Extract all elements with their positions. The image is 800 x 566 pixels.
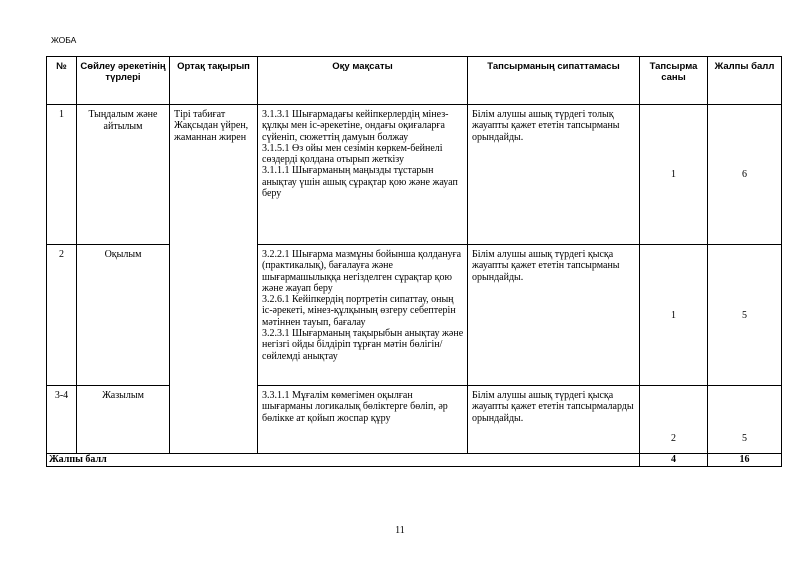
row-number: 1 <box>47 105 77 245</box>
learning-goal: 3.1.3.1 Шығармадағы кейіпкерлердің мінез-құлқы мен іс-әрекетіне, ондағы оқиғаларға сүйеніп, сюжеттің дамуын болжау <box>262 109 449 143</box>
learning-goal: 3.1.5.1 Өз ойы мен сезімін көркем-бейнелі сөздерді қолдана отырып жеткізу <box>262 142 443 166</box>
total-row-label: Жалпы балл <box>47 454 640 467</box>
learning-goals <box>258 386 468 454</box>
header-row <box>47 57 782 105</box>
task-count: 2 <box>640 386 708 454</box>
table-row <box>47 386 782 454</box>
total-score: 5 <box>708 386 782 454</box>
common-topic: Тірі табиғат Жақсыдан үйрен, жаманнан жирен <box>170 105 258 245</box>
total-row <box>47 454 782 467</box>
total-score: 6 <box>708 105 782 245</box>
learning-goal: 3.2.3.1 Шығарманың тақырыбын анықтау және негізгі ойды білдіріп тұрған мәтін бөлігін/сөйлемді анықтау <box>262 328 464 362</box>
task-description: Білім алушы ашық түрдегі қысқа жауапты қажет ететін тапсырмаларды орындайды. <box>468 386 640 454</box>
table-row <box>47 105 782 245</box>
col-number-header: № <box>47 57 77 105</box>
learning-goals <box>258 105 468 245</box>
col-learning-goal-header: Оқу мақсаты <box>258 57 468 105</box>
task-description: Білім алушы ашық түрдегі толық жауапты қажет ететін тапсырманы орындайды. <box>468 105 640 245</box>
activity-type: Жазылым <box>77 386 170 454</box>
activity-type: Тыңдалым және айтылым <box>77 105 170 245</box>
common-topic-continued <box>170 245 258 386</box>
learning-goal: 3.3.1.1 Мұғалім көмегімен оқылған шығарманы логикалық бөліктерге бөліп, әр бөлікке ат қойып жоспар құру <box>262 390 448 424</box>
draft-label: ЖОБА <box>51 35 77 45</box>
page-number: 11 <box>395 525 405 536</box>
col-total-score-header: Жалпы балл <box>708 57 782 105</box>
learning-goals <box>258 245 468 386</box>
col-task-count-header: Тапсырма саны <box>640 57 708 105</box>
task-description: Білім алушы ашық түрдегі қысқа жауапты қажет ететін тапсырманы орындайды. <box>468 245 640 386</box>
task-count: 1 <box>640 105 708 245</box>
row-number: 3-4 <box>47 386 77 454</box>
grand-total-score: 16 <box>708 454 782 467</box>
learning-goal: 3.1.1.1 Шығарманың маңызды тұстарын анықтау үшін ашық сұрақтар қою және жауап беру <box>262 165 458 200</box>
assessment-plan-table <box>46 56 782 467</box>
activity-type: Оқылым <box>77 245 170 386</box>
total-task-count: 4 <box>640 454 708 467</box>
row-number: 2 <box>47 245 77 386</box>
learning-goal: 3.2.6.1 Кейіпкердің портретін сипаттау, оның іс-әрекеті, мінез-құлқының өзгеру себептерін мәтіннен тауып, бағалау <box>262 294 456 328</box>
common-topic-continued <box>170 386 258 454</box>
learning-goal: 3.2.2.1 Шығарма мазмұны бойынша қолдануға (практикалық), бағалауға және шығармашылыққа негізделген сұрақтар қою және жауап беру <box>262 249 462 294</box>
task-count: 1 <box>640 245 708 386</box>
table-row <box>47 245 782 386</box>
total-score: 5 <box>708 245 782 386</box>
col-activity-type-header: Сөйлеу әрекетінің түрлері <box>77 57 170 105</box>
col-task-description-header: Тапсырманың сипаттамасы <box>468 57 640 105</box>
col-topic-header: Ортақ тақырып <box>170 57 258 105</box>
